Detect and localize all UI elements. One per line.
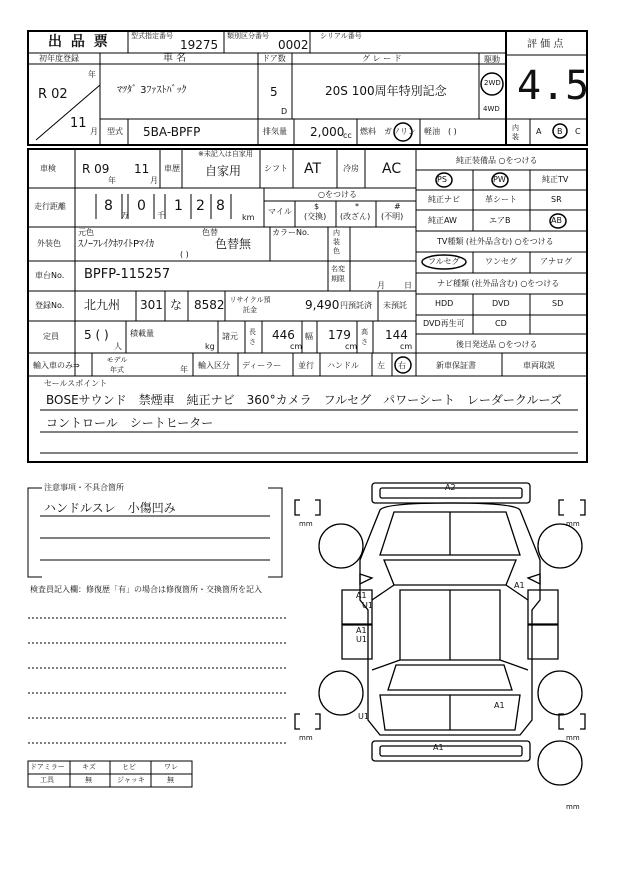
registration-label: 登録No. (35, 301, 65, 310)
model-value: 5BA-BPFP (143, 125, 201, 139)
color-change-paren: ( ) (180, 250, 189, 259)
equip-aw: 純正AW (428, 216, 457, 225)
height-label: 高さ (361, 328, 368, 346)
equip-tv: 純正TV (542, 175, 569, 184)
later-title: 後日発送品 ○をつける (456, 340, 538, 349)
damage-mark: U1 (356, 635, 367, 644)
ac-label: 冷房 (343, 164, 359, 173)
tv-fullseg: フルセグ (428, 257, 460, 266)
first-reg-year: R 02 (38, 87, 68, 102)
inspection-year-suffix: 年 (108, 176, 116, 185)
reg-number: 8582 (194, 298, 225, 312)
import-parallel: 並行 (298, 361, 314, 370)
recycle-label: リサイクル預託金 (229, 296, 271, 314)
mileage-exchange-sym: $ (314, 202, 320, 211)
name-change-label: 名変期限 (331, 265, 345, 283)
mm-label: mm (299, 734, 313, 742)
grade-label: グ レ ー ド (362, 54, 402, 63)
mileage-digit: 8 (104, 198, 113, 214)
mileage-tamper: (改ざん) (340, 212, 371, 221)
mileage-label: 走行距離 (34, 202, 66, 211)
interior-label: 内装 (512, 124, 519, 141)
model-label: 型式 (107, 127, 123, 136)
mileage-digit: 1 (174, 198, 183, 214)
legend-header: ドアミラー (30, 763, 65, 771)
chassis-value: BPFP-115257 (84, 267, 171, 282)
damage-mark: U1 (362, 601, 373, 610)
history-value: 自家用 (205, 164, 242, 178)
first-reg-month-suffix: 月 (90, 127, 98, 136)
recycle-unit: 円預託済 (340, 301, 372, 310)
drive-4wd: 4WD (483, 105, 500, 113)
rating-label: 評 価 点 (527, 39, 564, 50)
notes-text: ハンドルスレ 小傷凹み (44, 501, 176, 515)
displacement-unit: cc (343, 131, 352, 140)
doors-value: 5 (270, 85, 278, 99)
mileage-circle-note: ○をつける (318, 190, 357, 199)
length-unit: cm (290, 342, 303, 351)
model-year-label: モデル年式 (106, 356, 128, 374)
equip-sr: SR (551, 195, 562, 204)
equip-airbag: エアB (489, 216, 511, 225)
interior-color-label: 内装色 (333, 229, 340, 255)
ac-value: AC (382, 161, 402, 177)
width-unit: cm (345, 342, 358, 351)
handle-right: 右 (398, 361, 406, 370)
later-warranty: 新車保証書 (436, 361, 476, 370)
capacity-unit: 人 (114, 342, 122, 351)
inspection-month-suffix: 月 (150, 176, 158, 185)
mm-label: mm (299, 520, 313, 528)
inspection-value: R 09 (82, 162, 110, 176)
damage-mark: A1 (356, 591, 367, 600)
chassis-label: 車台No. (35, 271, 65, 280)
name-change-day: 日 (404, 281, 412, 290)
navi-title: ナビ種類 (社外品含む) ○をつける (437, 279, 560, 288)
legend-value: 無 (85, 776, 92, 784)
legend-value: 無 (167, 776, 174, 784)
exterior-label: 外装色 (37, 239, 61, 248)
sales-line-2: コントロール シートヒーター (46, 416, 214, 430)
reg-area: 北九州 (84, 298, 121, 312)
dims-label: 諸元 (222, 332, 238, 341)
grade-value: 20S 100周年特別記念 (325, 84, 447, 98)
import-dealer: ディーラー (242, 361, 282, 370)
class-number: 0002 (278, 38, 309, 52)
damage-mark: A1 (433, 743, 444, 752)
legend-header: キズ (82, 763, 96, 771)
drive-label: 駆動 (484, 55, 500, 64)
length-value: 446 (272, 328, 295, 342)
sales-line-1: BOSEサウンド 禁煙車 純正ナビ 360°カメラ フルセグ パワーシート レーダークルーズ (46, 393, 562, 407)
equip-navi: 純正ナビ (428, 195, 460, 204)
equip-pw: PW (493, 175, 506, 184)
navi-dvd: DVD (492, 299, 510, 308)
fuel-light-oil: 軽油 (424, 127, 440, 136)
form-number: 19275 (180, 38, 219, 52)
later-manual: 車両取説 (523, 361, 555, 370)
width-value: 179 (328, 328, 351, 342)
original-color: ｽﾉｰﾌﾚｲｸﾎﾜｲﾄPﾏｲｶ (78, 239, 155, 250)
fuel-other: ( ) (448, 127, 457, 136)
width-label: 幅 (305, 332, 313, 341)
legend-header: ワレ (164, 763, 178, 771)
interior-grade-b: B (557, 127, 563, 136)
recycle-value: 9,490 (305, 298, 340, 312)
color-change: 色替無 (215, 237, 252, 251)
legend-header: ヒビ (122, 763, 136, 771)
displacement-value: 2,000 (310, 125, 345, 139)
sales-label: セールスポイント (44, 379, 108, 388)
mileage-digit: 0 (137, 198, 146, 214)
damage-mark: U1 (358, 712, 369, 721)
height-unit: cm (400, 342, 413, 351)
mileage-man: 万 (121, 211, 129, 220)
mm-label: mm (566, 734, 580, 742)
form-number-label: 型式指定番号 (131, 32, 173, 40)
shift-value: AT (304, 161, 322, 177)
displacement-label: 排気量 (263, 127, 287, 136)
capacity-value: 5 ( ) (84, 328, 109, 342)
reg-kana: な (170, 298, 183, 312)
mm-label: mm (566, 803, 580, 811)
form-title: 出 品 票 (48, 34, 110, 50)
mileage-sen: 千 (157, 211, 165, 220)
recycle-not: 未預託 (383, 301, 407, 310)
tv-oneseg: ワンセグ (485, 257, 517, 266)
shift-label: シフト (264, 164, 288, 173)
equip-ps: PS (437, 175, 447, 184)
navi-cd: CD (495, 319, 507, 328)
interior-grade-c: C (575, 127, 581, 136)
model-year-suffix: 年 (180, 365, 188, 374)
first-reg-label: 初年度登録 (39, 54, 79, 63)
history-label: 車歴 (164, 164, 180, 173)
factory-equipment-title: 純正装備品 ○をつける (456, 156, 538, 165)
mileage-unknown: (不明) (381, 212, 404, 221)
mileage-digit: 8 (216, 198, 225, 214)
drive-2wd: 2WD (484, 79, 501, 87)
inspector-label: 検査員記入欄：修復歴「有」の場合は修復箇所・交換箇所を記入 (30, 585, 262, 594)
car-diagram (295, 483, 585, 785)
damage-mark: A1 (356, 626, 367, 635)
serial-label: シリアル番号 (320, 32, 362, 40)
doors-suffix: D (281, 107, 288, 116)
damage-mark: A1 (514, 581, 525, 590)
mileage-mile: マイル (268, 207, 292, 216)
handle-label: ハンドル (327, 361, 359, 370)
color-number-label: カラーNo. (272, 228, 310, 237)
import-label: 輸入車のみ⇒ (33, 361, 80, 370)
damage-mark: A2 (445, 483, 456, 492)
color-change-label: 色替 (202, 228, 218, 237)
era-year-suffix: 年 (88, 70, 96, 79)
load-label: 積載量 (130, 329, 154, 338)
navi-sd: SD (552, 299, 564, 308)
length-label: 長さ (249, 328, 256, 346)
navi-hdd: HDD (435, 299, 454, 308)
tv-analog: アナログ (540, 257, 572, 266)
class-number-label: 類別区分番号 (227, 32, 269, 40)
capacity-label: 定員 (43, 332, 59, 341)
mileage-tamper-sym: * (355, 202, 359, 211)
equip-ab: AB (551, 216, 562, 225)
mileage-digit: 2 (196, 198, 205, 214)
equip-leather: 革シート (485, 195, 517, 204)
notes-label: 注意事項・不具合箇所 (44, 483, 124, 492)
doors-label: ドア数 (262, 54, 286, 63)
legend-value: 工具 (40, 776, 54, 784)
fuel-gasoline: ガソリン (384, 127, 416, 136)
car-name: ﾏﾂﾀﾞ 3ﾌｧｽﾄﾊﾞｯｸ (117, 85, 187, 96)
rating-value: 4.5 (517, 63, 590, 109)
import-type-label: 輸入区分 (198, 361, 230, 370)
navi-dvd-playback: DVD再生可 (423, 319, 465, 328)
height-value: 144 (385, 328, 408, 342)
legend-value: ジャッキ (117, 776, 145, 784)
car-name-label: 車 名 (163, 53, 187, 64)
mileage-exchange: (交換) (304, 212, 327, 221)
handle-left: 左 (377, 361, 385, 370)
interior-grade-a: A (536, 127, 542, 136)
fuel-label: 燃料 (360, 127, 376, 136)
original-color-label: 元色 (78, 228, 94, 237)
first-reg-month: 11 (70, 116, 87, 131)
inspection-label: 車検 (40, 164, 56, 173)
tv-title: TV種類 (社外品含む) ○をつける (437, 237, 554, 246)
history-note: ※未記入は自家用 (198, 150, 253, 158)
load-unit: kg (205, 342, 215, 351)
mm-label: mm (566, 520, 580, 528)
mileage-unknown-sym: # (394, 202, 401, 211)
mileage-unit: km (242, 213, 255, 222)
reg-class: 301 (140, 298, 163, 312)
name-change-month: 月 (377, 281, 385, 290)
inspection-month: 11 (134, 162, 150, 176)
damage-mark: A1 (494, 701, 505, 710)
